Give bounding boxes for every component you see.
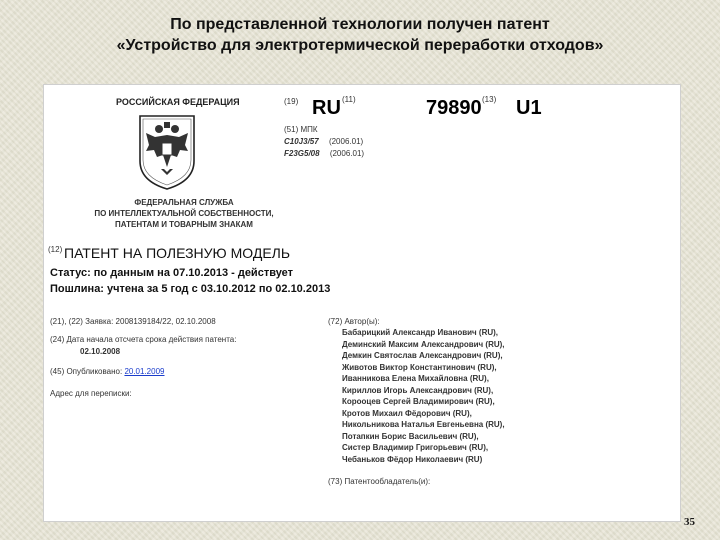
ipc-row <box>284 149 364 158</box>
code-19: (19) <box>284 97 299 106</box>
patent-number: 79890 <box>426 97 482 119</box>
author-item: Кириллов Игорь Александрович (RU), <box>342 385 494 395</box>
publication-date-link[interactable]: 20.01.2009 <box>124 367 165 376</box>
application-line: (21), (22) Заявка: 2008139184/22, 02.10.2008 <box>50 317 216 326</box>
patent-document <box>43 84 681 522</box>
coat-of-arms-emblem <box>137 113 197 191</box>
authors-label: (72) Автор(ы): <box>328 317 380 326</box>
author-item: Животов Виктор Константинович (RU), <box>342 362 497 372</box>
slide-title-line2: «Устройство для электротермической переработки отходов» <box>116 37 604 54</box>
page-number: 35 <box>684 516 695 528</box>
code-13: (13) <box>482 95 497 104</box>
publication-row <box>50 367 164 376</box>
holders-label: (73) Патентообладатель(и): <box>328 477 431 486</box>
author-item: Деминский Максим Александрович (RU), <box>342 339 505 349</box>
agency-line: ПАТЕНТАМ И ТОВАРНЫМ ЗНАКАМ <box>115 220 253 229</box>
author-item: Демкин Святослав Александрович (RU), <box>342 351 503 360</box>
country-label: РОССИЙСКАЯ ФЕДЕРАЦИЯ <box>116 97 240 107</box>
author-item: Систер Владимир Григорьевич (RU), <box>342 443 489 452</box>
ipc-label: (51) МПК <box>284 125 318 134</box>
ipc-year: (2006.01) <box>329 149 365 158</box>
slide-title <box>0 14 720 56</box>
code-12: (12) <box>48 245 63 254</box>
fee-line: Пошлина: учтена за 5 год с 03.10.2012 по 02.10.2013 <box>50 283 331 295</box>
author-item: Кротов Михаил Фёдорович (RU), <box>342 408 472 418</box>
ipc-code: C10J3/57 <box>284 137 319 146</box>
agency-line: ПО ИНТЕЛЛЕКТУАЛЬНОЙ СОБСТВЕННОСТИ, <box>94 209 274 218</box>
author-item: Никольникова Наталья Евгеньевна (RU), <box>342 420 505 429</box>
ipc-code: F23G5/08 <box>284 149 320 158</box>
term-start-label: (24) Дата начала отсчета срока действия патента: <box>50 335 237 344</box>
ipc-year: (2006.01) <box>328 137 364 146</box>
patent-kind: U1 <box>516 97 542 119</box>
agency-line: ФЕДЕРАЛЬНАЯ СЛУЖБА <box>134 198 234 207</box>
publication-label: (45) Опубликовано: <box>50 367 123 376</box>
code-11: (11) <box>342 95 356 104</box>
author-item: Чебаньков Фёдор Николаевич (RU) <box>342 454 483 464</box>
document-heading: ПАТЕНТ НА ПОЛЕЗНУЮ МОДЕЛЬ <box>64 245 291 261</box>
author-item: Иванникова Елена Михайловна (RU), <box>342 374 489 383</box>
author-item: Корооцев Сергей Владимирович (RU), <box>342 397 495 406</box>
slide-title-line1: По представленной технологии получен патент <box>170 16 550 33</box>
author-item: Бабарицкий Александр Иванович (RU), <box>342 328 499 337</box>
status-line: Статус: по данным на 07.10.2013 - действует <box>50 267 294 279</box>
agency-block <box>84 197 284 230</box>
author-item: Потапкин Борис Васильевич (RU), <box>342 431 479 441</box>
country-code: RU <box>312 97 341 119</box>
authors-list <box>342 327 505 465</box>
correspondence-label: Адрес для переписки: <box>50 389 132 398</box>
term-start-date: 02.10.2008 <box>80 347 121 356</box>
ipc-row <box>284 137 363 146</box>
